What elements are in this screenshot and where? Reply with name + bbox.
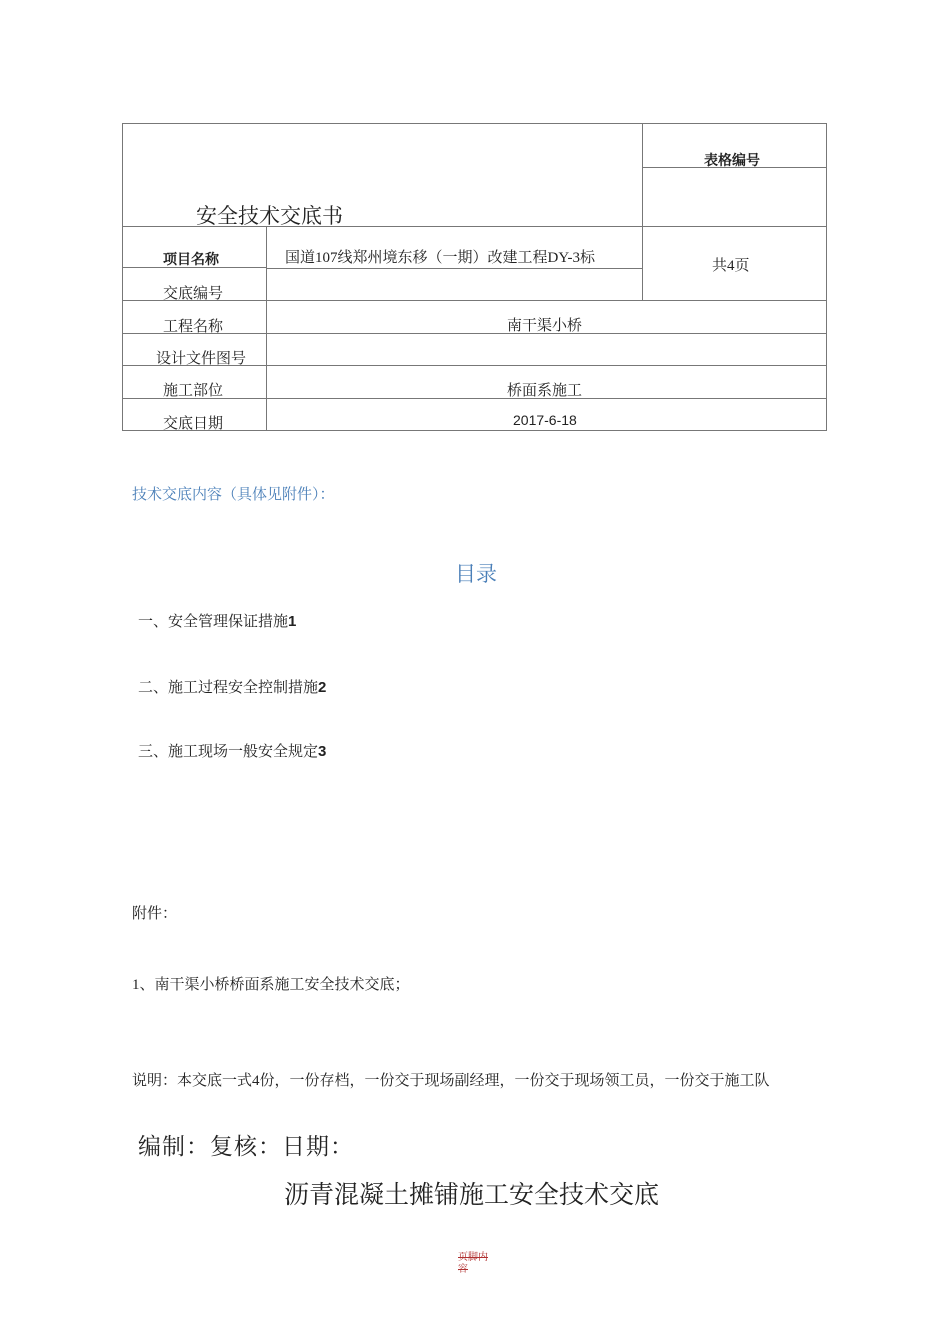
work-name-label: 工程名称 xyxy=(163,319,224,335)
briefing-date-value: 2017-6-18 xyxy=(513,412,577,428)
table-divider xyxy=(642,123,643,300)
subtitle: 沥青混凝土摊铺施工安全技术交底 xyxy=(284,1182,660,1209)
table-border-top xyxy=(122,123,827,124)
table-border-right xyxy=(826,123,827,431)
toc-title: 目录 xyxy=(455,562,497,586)
content-label: 技术交底内容（具体见附件）： xyxy=(132,487,335,503)
note-text: 说明：本交底一式4份，一份存档，一份交于现场副经理，一份交于现场领工员，一份交于施工队 xyxy=(132,1073,770,1089)
table-divider xyxy=(122,300,827,301)
page-count: 共4页 xyxy=(712,258,750,274)
table-divider xyxy=(122,398,827,399)
toc-item-page: 2 xyxy=(318,679,327,696)
toc-item-page: 3 xyxy=(318,743,327,760)
toc-item-text: 二、施工过程安全控制措施 xyxy=(138,680,319,696)
toc-item[interactable] xyxy=(138,740,326,761)
table-divider xyxy=(266,268,642,269)
toc-item-page: 1 xyxy=(288,613,297,630)
toc-item[interactable] xyxy=(138,676,326,697)
signature-line: 编制：复核：日期： xyxy=(138,1134,354,1159)
form-number-label: 表格编号 xyxy=(704,152,760,168)
project-name-label: 项目名称 xyxy=(163,251,219,267)
work-name-value: 南干渠小桥 xyxy=(507,318,583,334)
construction-part-label: 施工部位 xyxy=(163,383,224,399)
page-footer: 页脚内容 xyxy=(458,1252,488,1275)
attachments-label: 附件： xyxy=(132,906,178,922)
design-doc-label: 设计文件图号 xyxy=(156,351,247,367)
toc-item[interactable] xyxy=(138,610,296,631)
toc-item-text: 一、安全管理保证措施 xyxy=(138,614,289,630)
construction-part-value: 桥面系施工 xyxy=(507,383,583,399)
table-border-bottom xyxy=(122,430,827,431)
briefing-date-label: 交底日期 xyxy=(163,416,224,432)
toc-item-text: 三、施工现场一般安全规定 xyxy=(138,744,319,760)
attachment-item: 1、南干渠小桥桥面系施工安全技术交底； xyxy=(132,977,410,993)
table-border-left xyxy=(122,123,123,431)
form-title: 安全技术交底书 xyxy=(196,204,343,228)
table-divider xyxy=(122,333,827,334)
briefing-number-label: 交底编号 xyxy=(163,286,224,302)
project-name-value: 国道107线郑州境东移（一期）改建工程DY-3标 xyxy=(285,250,595,266)
table-divider xyxy=(266,226,267,431)
